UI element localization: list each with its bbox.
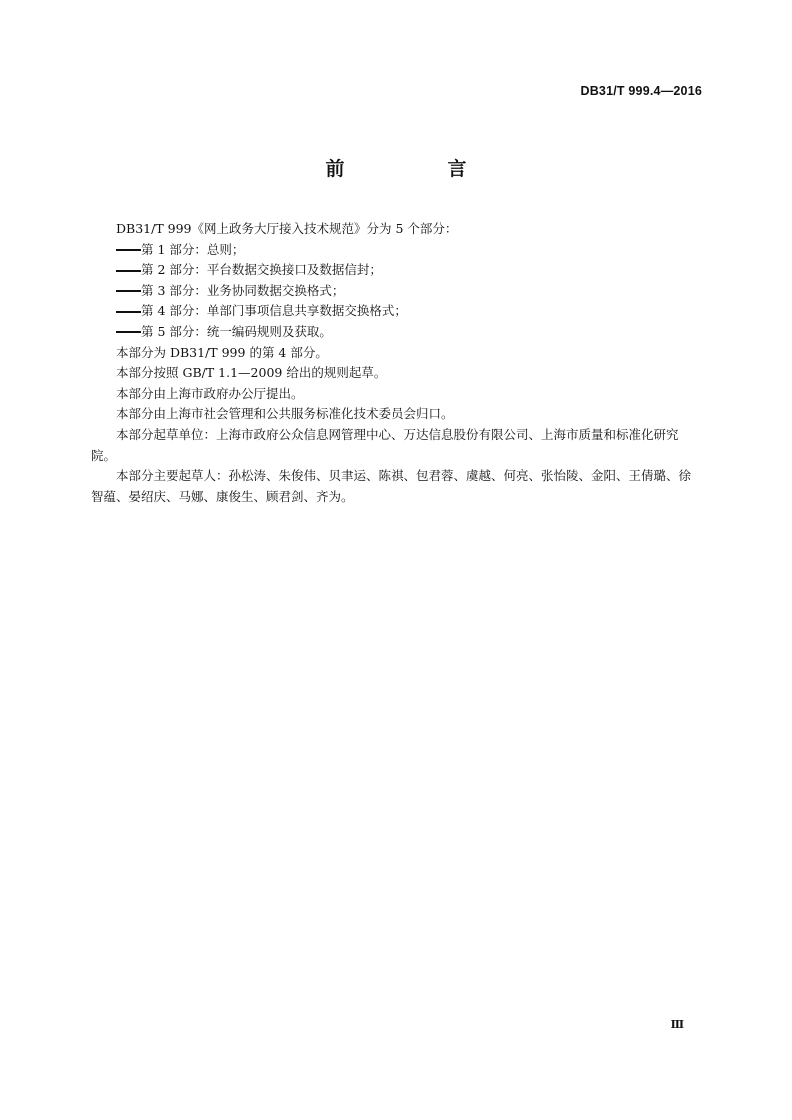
page-number: Ⅲ — [670, 1018, 684, 1031]
paragraph-committee: 本部分由上海市社会管理和公共服务标准化技术委员会归口。 — [116, 406, 454, 422]
dash-icon — [116, 281, 141, 302]
paragraph-proposer: 本部分由上海市政府办公厅提出。 — [116, 385, 304, 401]
foreword-body — [91, 219, 703, 507]
standard-code: DB31/T 999.4—2016 — [580, 84, 702, 98]
paragraph-drafting-rules: 本部分按照 GB/T 1.1—2009 给出的规则起草。 — [116, 365, 387, 381]
list-item — [91, 260, 703, 281]
dash-icon — [116, 260, 141, 281]
list-item-text: 第 3 部分：业务协同数据交换格式； — [141, 282, 345, 298]
paragraph-drafting-units: 本部分起草单位：上海市政府公众信息网管理中心、万达信息股份有限公司、上海市质量和标准化研究院。 — [91, 426, 679, 463]
list-item-text: 第 1 部分：总则； — [141, 241, 245, 257]
list-item — [91, 281, 703, 302]
list-item-text: 第 5 部分：统一编码规则及获取。 — [141, 323, 332, 339]
dash-icon — [116, 240, 141, 261]
list-item — [91, 301, 703, 322]
page-title: 前 言 — [325, 158, 509, 180]
dash-icon — [116, 322, 141, 343]
dash-icon — [116, 301, 141, 322]
list-item — [91, 240, 703, 261]
paragraph-part-number: 本部分为 DB31/T 999 的第 4 部分。 — [116, 344, 328, 360]
paragraph-drafters: 本部分主要起草人：孙松涛、朱俊伟、贝聿运、陈祺、包君蓉、虞越、何亮、张怡陵、金阳、王倩璐、徐智蕴、晏绍庆、马娜、康俊生、顾君剑、齐为。 — [91, 468, 692, 504]
list-item-text: 第 2 部分：平台数据交换接口及数据信封； — [141, 262, 382, 278]
list-item-text: 第 4 部分：单部门事项信息共享数据交换格式； — [141, 303, 407, 319]
intro-paragraph: DB31/T 999《网上政务大厅接入技术规范》分为 5 个部分： — [116, 221, 458, 236]
list-item — [91, 322, 703, 343]
